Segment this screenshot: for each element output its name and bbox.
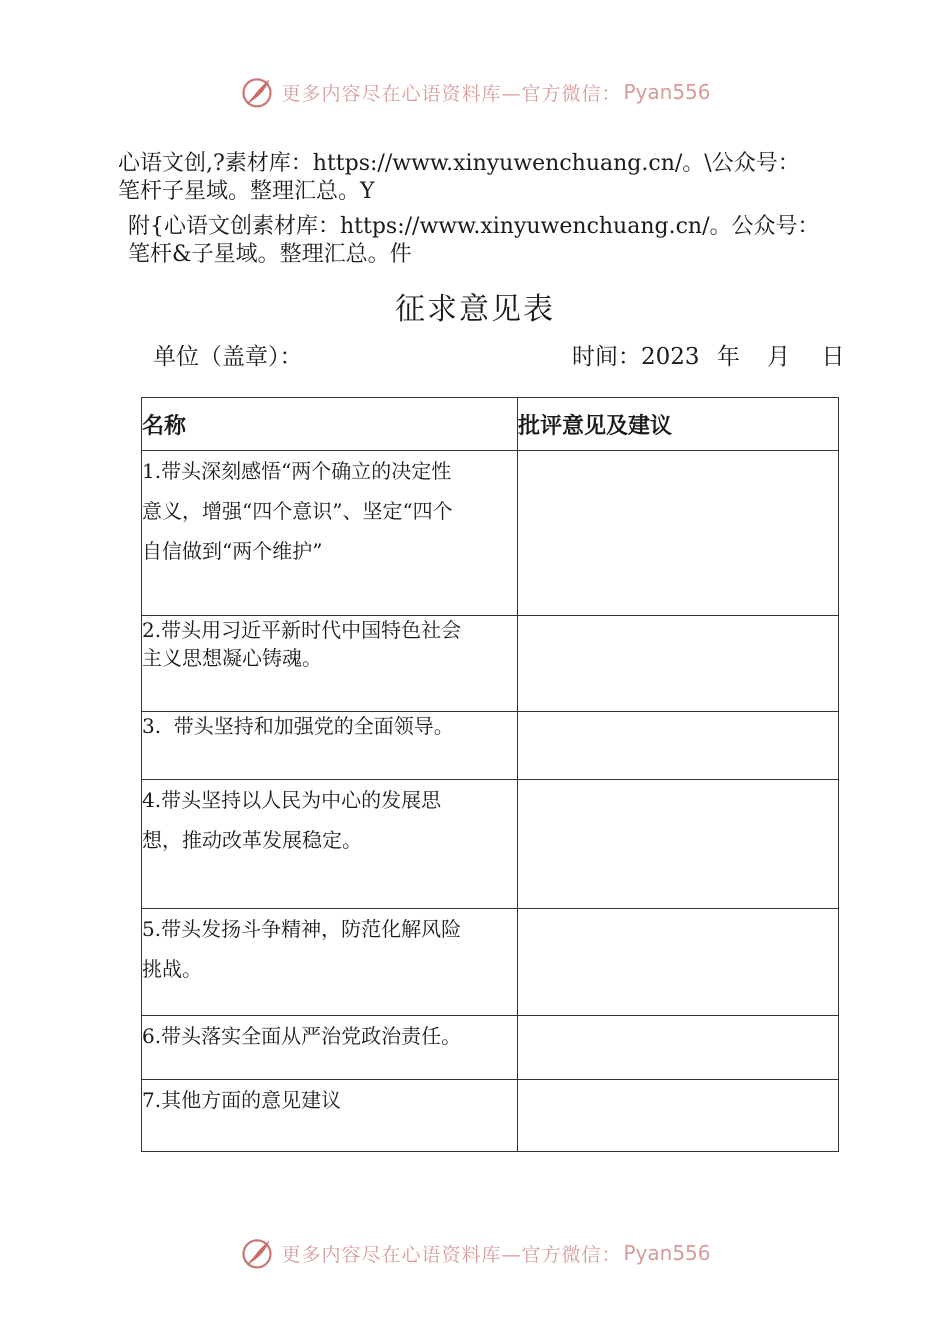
item-line: 挑战。: [142, 957, 202, 981]
item-line: 7.其他方面的意见建议: [142, 1088, 342, 1112]
item-line: 自信做到“两个维护”: [142, 539, 323, 563]
table-row: [142, 1016, 839, 1080]
item-line: 4.带头坚持以人民为中心的发展思: [142, 788, 442, 812]
document-title: 征求意见表: [395, 292, 555, 327]
item-cell: [142, 1016, 518, 1080]
table-row: [142, 712, 839, 780]
item-line: 主义思想凝心铸魂。: [142, 646, 322, 670]
feedback-cell[interactable]: [518, 1016, 839, 1080]
header-feedback: 批评意见及建议: [518, 398, 839, 451]
header-name: 名称: [142, 398, 518, 451]
table-row: [142, 616, 839, 712]
time-field: [572, 338, 844, 371]
source-note-1: [118, 150, 800, 206]
source-note-2-line1: 附{心语文创素材库：https://www.xinyuwenchuang.cn/。公众号：: [128, 214, 820, 239]
feedback-cell[interactable]: [518, 780, 839, 909]
table-row: [142, 1080, 839, 1152]
quill-logo-icon: [239, 74, 275, 110]
item-cell: [142, 780, 518, 909]
source-note-2-line2: 笔杆&子星域。整理汇总。件: [128, 242, 412, 267]
item-cell: [142, 616, 518, 712]
feedback-cell[interactable]: [518, 1080, 839, 1152]
item-line: 2.带头用习近平新时代中国特色社会: [142, 618, 462, 642]
feedback-table: [141, 397, 839, 1152]
source-note-1-line2: 笔杆子星域。整理汇总。Y: [118, 179, 375, 204]
year-label: 年: [716, 344, 740, 370]
feedback-cell[interactable]: [518, 451, 839, 616]
feedback-cell[interactable]: [518, 712, 839, 780]
source-note-1-line1: 心语文创,?素材库：https://www.xinyuwenchuang.cn/。\公众号：: [118, 151, 800, 176]
item-line: 1.带头深刻感悟“两个确立的决定性: [142, 459, 452, 483]
table-row: [142, 451, 839, 616]
banner-text: 更多内容尽在心语资料库—官方微信：: [281, 1243, 622, 1266]
item-line: 3. 带头坚持和加强党的全面领导。: [142, 714, 454, 738]
table-row: [142, 780, 839, 909]
item-cell: [142, 909, 518, 1016]
banner-wechat-id: Pyan556: [623, 80, 711, 104]
banner-text: 更多内容尽在心语资料库—官方微信：: [281, 82, 622, 105]
quill-logo-icon: [239, 1235, 275, 1271]
unit-label: 单位（盖章）：: [153, 344, 303, 370]
item-line: 6.带头落实全面从严治党政治责任。: [142, 1024, 462, 1048]
item-cell: [142, 451, 518, 616]
source-note-2: [128, 213, 820, 269]
banner-wechat-id: Pyan556: [623, 1241, 711, 1265]
feedback-cell[interactable]: [518, 616, 839, 712]
table-header-row: [142, 398, 839, 451]
item-line: 想，推动改革发展稳定。: [142, 828, 362, 852]
item-cell: [142, 1080, 518, 1152]
item-cell: [142, 712, 518, 780]
header-watermark-banner: [0, 70, 950, 114]
item-line: 5.带头发扬斗争精神，防范化解风险: [142, 917, 462, 941]
item-line: 意义，增强“四个意识”、坚定“四个: [142, 499, 453, 523]
feedback-cell[interactable]: [518, 909, 839, 1016]
time-label: 时间：2023: [572, 344, 700, 370]
month-label: 月: [767, 344, 791, 370]
day-label: 日: [821, 344, 845, 370]
table-row: [142, 909, 839, 1016]
footer-watermark-banner: [0, 1231, 950, 1275]
